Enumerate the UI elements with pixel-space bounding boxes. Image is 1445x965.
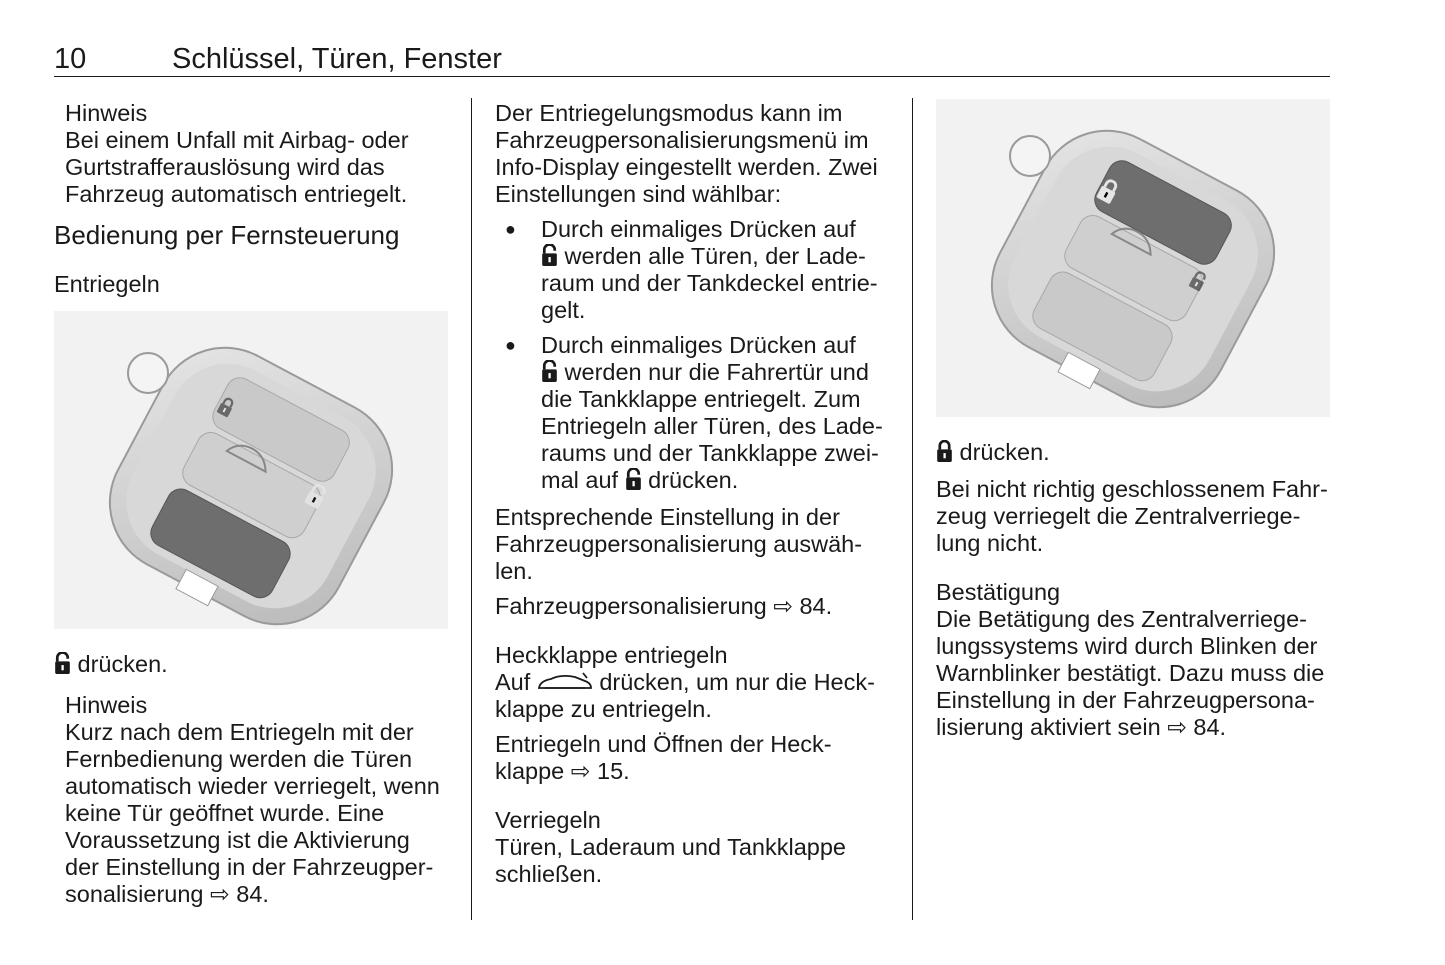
para-line: schließen.: [495, 861, 603, 887]
page-ref[interactable]: 84.: [236, 881, 269, 907]
para-text: lisierung aktiviert sein: [936, 714, 1161, 740]
key-fob-image-unlock: [54, 311, 448, 629]
para-line: Fahrzeugpersonalisierung auswäh-: [495, 531, 863, 557]
note-title: Hinweis: [65, 100, 148, 126]
bullet-line: gelt.: [541, 297, 586, 323]
column-left-lower: [54, 651, 454, 908]
bullet-line: [541, 467, 895, 494]
column-divider: [912, 98, 913, 920]
lock-closed-icon: [936, 440, 953, 463]
section-heading: Bedienung per Fernsteuerung: [54, 220, 400, 250]
bullet-line: [541, 243, 895, 270]
para-line: Bei nicht richtig geschlossenem Fahr-: [936, 476, 1328, 502]
bullet-text: werden alle Türen, der Lade-: [564, 243, 866, 269]
press-unlock-line: [54, 651, 454, 678]
intro-line: Info-Display eingestellt werden. Zwei: [495, 154, 878, 180]
para-text: Fahrzeugpersonalisierung: [495, 593, 767, 619]
lock-open-icon: [625, 468, 642, 491]
note-title: Hinweis: [65, 692, 148, 718]
para-line: zeug verriegelt die Zentralverriege-: [936, 503, 1301, 529]
bullet-line: Durch einmaliges Drücken auf: [541, 332, 856, 358]
bullet-dot: ●: [505, 219, 516, 239]
bullet-line: Entriegeln aller Türen, des Lade-: [541, 413, 883, 439]
bullet-text: drücken.: [648, 467, 739, 493]
bullet-line: raums und der Tankklappe zwei-: [541, 440, 879, 466]
note-box-airbag: [54, 100, 454, 208]
intro-line: Fahrzeugpersonalisierungsmenü im: [495, 127, 869, 153]
note-line: sonalisierung: [65, 881, 204, 907]
lock-open-icon: [541, 360, 558, 383]
page-number: 10: [54, 43, 87, 75]
tailgate-line: [495, 669, 895, 696]
intro-line: Einstellungen sind wählbar:: [495, 181, 782, 207]
press-text: drücken.: [77, 651, 168, 677]
subsection-heading: Entriegeln: [54, 271, 160, 297]
intro-line: Der Entriegelungsmodus kann im: [495, 100, 843, 126]
ref-para: [495, 758, 895, 785]
ref-para: [495, 593, 895, 620]
ref-arrow-icon: ⇨: [210, 881, 230, 907]
chapter-title: Schlüssel, Türen, Fenster: [172, 43, 502, 75]
bullet-line: die Tankklappe entriegelt. Zum: [541, 386, 861, 412]
para-text: klappe: [495, 758, 565, 784]
note-line: Fernbedienung werden die Türen: [65, 746, 413, 772]
select-setting-para: [495, 504, 895, 585]
bullet-line: [541, 359, 895, 386]
column-left: [54, 100, 454, 298]
note-line: der Einstellung in der Fahrzeugper-: [65, 854, 434, 880]
para-line: Entsprechende Einstellung in der: [495, 504, 840, 530]
bullet-line: raum und der Tankdeckel entrie-: [541, 270, 878, 296]
subsection-heading: Heckklappe entriegeln: [495, 642, 728, 668]
bullet-item: [495, 332, 895, 494]
ref-arrow-icon: ⇨: [570, 758, 591, 784]
note-line: Kurz nach dem Entriegeln mit der: [65, 719, 414, 745]
bullet-item: [495, 216, 895, 324]
page-ref[interactable]: 15.: [597, 758, 630, 784]
para-text: drücken, um nur die Heck-: [599, 669, 875, 695]
para-line: Die Betätigung des Zentralverriege-: [936, 606, 1307, 632]
note-line: keine Tür geöffnet wurde. Eine: [65, 800, 385, 826]
column-right: [936, 439, 1336, 741]
subsection-heading: Bestätigung: [936, 579, 1061, 605]
ref-arrow-icon: ⇨: [1167, 714, 1187, 740]
column-middle: [495, 100, 895, 888]
not-closed-para: [936, 476, 1336, 557]
note-line: Bei einem Unfall mit Airbag- oder: [65, 127, 409, 153]
bullet-text: werden nur die Fahrertür und: [564, 359, 869, 385]
note-line: Voraussetzung ist die Aktivierung: [65, 827, 410, 853]
page-ref[interactable]: 84.: [1193, 714, 1227, 740]
para-line: klappe zu entriegeln.: [495, 696, 712, 722]
para-line: Warnblinker bestätigt. Dazu muss die: [936, 660, 1325, 686]
press-text: drücken.: [959, 439, 1050, 465]
page-ref[interactable]: 84.: [799, 593, 833, 619]
lock-open-icon: [54, 652, 71, 675]
note-line: Gurtstrafferauslösung wird das: [65, 154, 385, 180]
para-line: lung nicht.: [936, 530, 1044, 556]
para-line: Einstellung in der Fahrzeugpersona-: [936, 687, 1315, 713]
para-line: len.: [495, 558, 533, 584]
para-line: lungssystems wird durch Blinken der: [936, 633, 1318, 659]
column-divider: [471, 98, 472, 920]
car-tailgate-icon: [537, 671, 593, 693]
page-header: [54, 42, 1330, 77]
key-fob-illustration: [54, 311, 448, 629]
para-line: Türen, Laderaum und Tankklappe: [495, 834, 846, 860]
bullet-line: Durch einmaliges Drücken auf: [541, 216, 856, 242]
note-line-ref: [65, 881, 454, 908]
note-line: automatisch wieder verriegelt, wenn: [65, 773, 440, 799]
key-fob-image-lock: [936, 99, 1330, 417]
note-line: Fahrzeug automatisch entriegelt.: [65, 181, 408, 207]
para-text: Auf: [495, 669, 531, 695]
note-box-relock: [54, 692, 454, 908]
bullet-text: mal auf: [541, 467, 619, 493]
ref-para: [936, 714, 1336, 741]
key-fob-illustration: [936, 99, 1330, 417]
ref-arrow-icon: ⇨: [773, 593, 793, 619]
lock-open-icon: [541, 244, 558, 267]
bullet-dot: ●: [505, 335, 516, 355]
para-line: Entriegeln und Öffnen der Heck-: [495, 731, 832, 757]
press-lock-line: [936, 439, 1336, 466]
subsection-heading: Verriegeln: [495, 807, 601, 833]
